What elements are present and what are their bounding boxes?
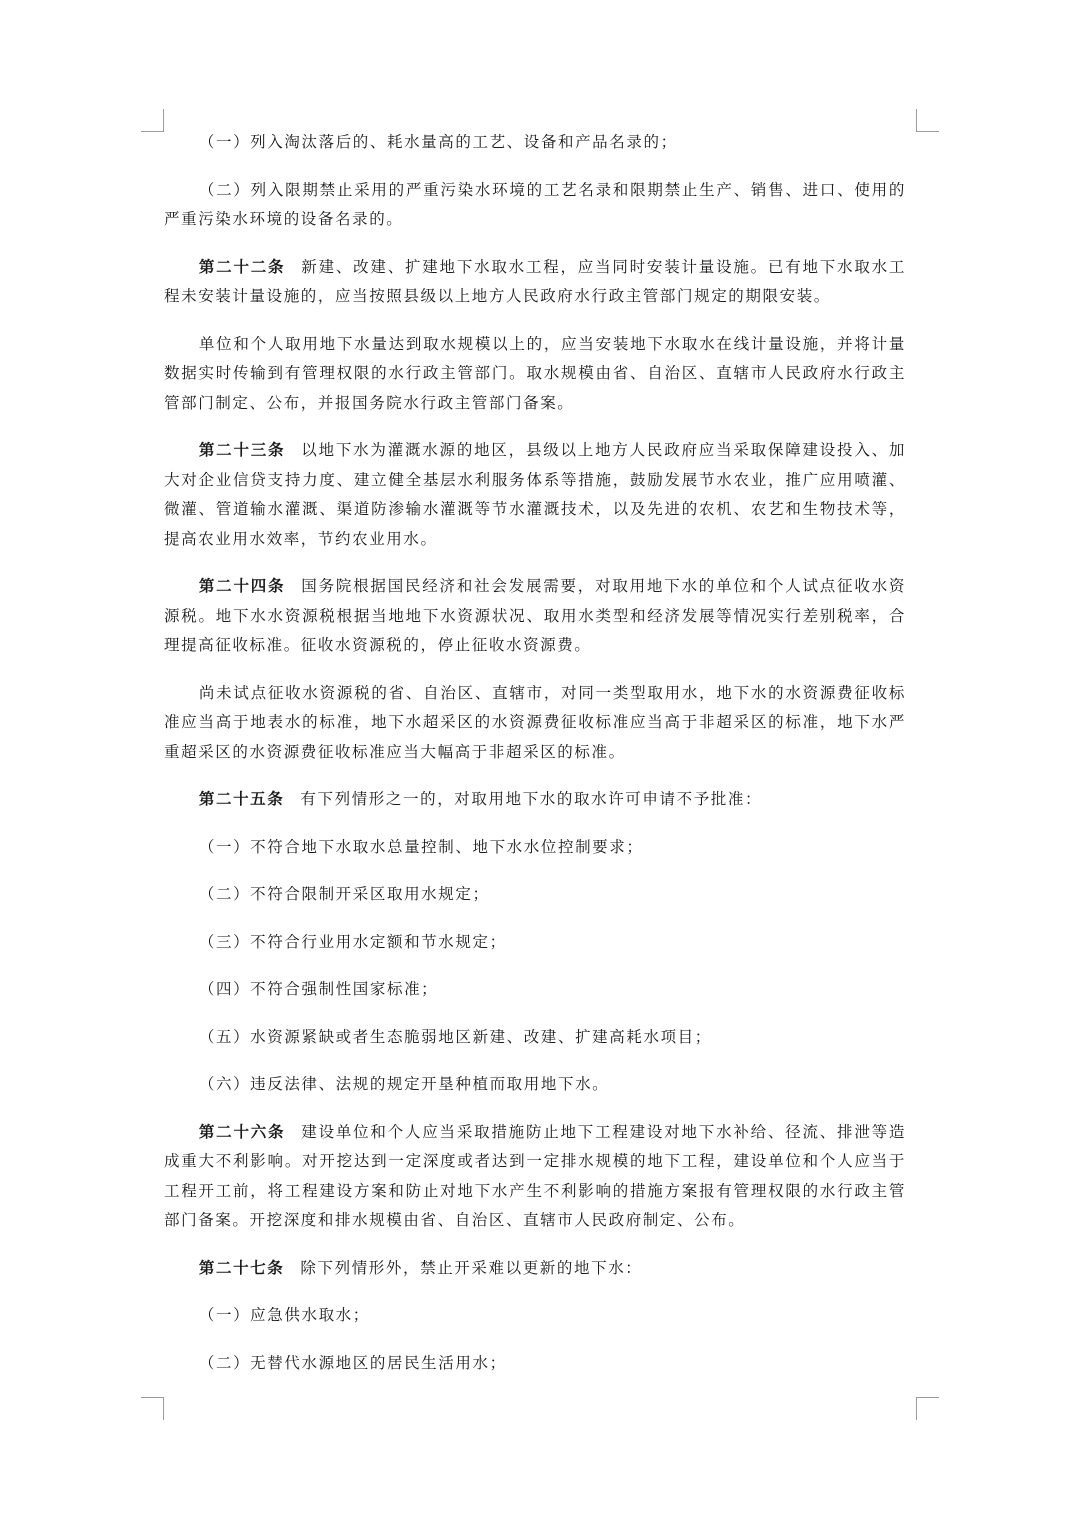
paragraph-text: 单位和个人取用地下水量达到取水规模以上的，应当安装地下水取水在线计量设施，并将计量数据实时传输到有管理权限的水行政主管部门。取水规模由省、自治区、直辖市人民政府水行政主管部门制定、公布，并报国务院水行政主管部门备案。 bbox=[164, 334, 906, 412]
paragraph-text: 有下列情形之一的，对取用地下水的取水许可申请不予批准： bbox=[300, 790, 763, 808]
article-22 bbox=[164, 253, 906, 312]
article-25 bbox=[164, 785, 906, 815]
paragraph-2 bbox=[164, 176, 906, 235]
article-26 bbox=[164, 1118, 906, 1236]
paragraph-text: （二）不符合限制开采区取用水规定； bbox=[198, 885, 490, 903]
paragraph-text: （二）列入限期禁止采用的严重污染水环境的工艺名录和限期禁止生产、销售、进口、使用的严重污染水环境的设备名录的。 bbox=[164, 180, 906, 228]
paragraph-text: 除下列情形外，禁止开采难以更新的地下水： bbox=[300, 1258, 643, 1277]
paragraph-text: 以地下水为灌溉水源的地区，县级以上地方人民政府应当采取保障建设投入、加大对企业信贷支持力度、建立健全基层水利服务体系等措施，鼓励发展节水农业，推广应用喷灌、微灌、管道输水灌溉、渠道防渗输水灌溉等节水灌溉技术，以及先进的农机、农艺和生物技术等，提高农业用水效率，节约农业用水。 bbox=[164, 441, 906, 548]
paragraph-text: （六）违反法律、法规的规定开垦种植而取用地下水。 bbox=[198, 1075, 610, 1093]
crop-mark-top-left bbox=[141, 109, 164, 132]
article-27 bbox=[164, 1254, 906, 1284]
paragraph-text: 新建、改建、扩建地下水取水工程，应当同时安装计量设施。已有地下水取水工程未安装计量设施的，应当按照县级以上地方人民政府水行政主管部门规定的期限安装。 bbox=[164, 257, 906, 305]
paragraph-4 bbox=[164, 330, 906, 419]
paragraph-text: （五）水资源紧缺或者生态脆弱地区新建、改建、扩建高耗水项目； bbox=[198, 1027, 712, 1046]
paragraph-text: （三）不符合行业用水定额和节水规定； bbox=[198, 932, 507, 951]
paragraph-12 bbox=[164, 975, 906, 1005]
document-body bbox=[164, 128, 906, 1396]
crop-mark-top-right bbox=[916, 109, 939, 132]
article-heading: 第二十四条 bbox=[198, 577, 286, 595]
paragraph-text: （一）不符合地下水取水总量控制、地下水水位控制要求； bbox=[198, 837, 644, 856]
paragraph-text: 建设单位和个人应当采取措施防止地下工程建设对地下水补给、径流、排泄等造成重大不利影响。对开挖达到一定深度或者达到一定排水规模的地下工程，建设单位和个人应当于工程开工前，将工程建设方案和防止对地下水产生不利影响的措施方案报有管理权限的水行政主管部门备案。开挖深度和排水规模由省、自治区、直辖市人民政府制定、公布。 bbox=[164, 1122, 906, 1229]
paragraph-14 bbox=[164, 1070, 906, 1100]
paragraph-text: 国务院根据国民经济和社会发展需要，对取用地下水的单位和个人试点征收水资源税。地下水水资源税根据当地地下水资源状况、取用水类型和经济发展等情况实行差别税率，合理提高征收标准。征收水资源税的，停止征收水资源费。 bbox=[164, 577, 906, 654]
crop-mark-bottom-left bbox=[141, 1397, 164, 1420]
paragraph-13 bbox=[164, 1023, 906, 1053]
paragraph-9 bbox=[164, 833, 906, 863]
article-heading: 第二十五条 bbox=[198, 790, 285, 808]
paragraph-10 bbox=[164, 880, 906, 910]
paragraph-text: （一）应急供水取水； bbox=[198, 1306, 370, 1324]
paragraph-text: 尚未试点征收水资源税的省、自治区、直辖市，对同一类型取用水，地下水的水资源费征收标准应当高于地表水的标准，地下水超采区的水资源费征收标准应当高于非超采区的标准，地下水严重超采区的水资源费征收标准应当大幅高于非超采区的标准。 bbox=[164, 683, 906, 761]
article-heading: 第二十三条 bbox=[198, 441, 286, 459]
paragraph-1 bbox=[164, 128, 906, 158]
article-heading: 第二十六条 bbox=[198, 1122, 286, 1141]
paragraph-text: （四）不符合强制性国家标准； bbox=[198, 980, 439, 998]
crop-mark-bottom-right bbox=[916, 1397, 939, 1420]
paragraph-11 bbox=[164, 928, 906, 958]
paragraph-18 bbox=[164, 1349, 906, 1379]
paragraph-7 bbox=[164, 679, 906, 768]
article-heading: 第二十二条 bbox=[198, 257, 286, 276]
paragraph-text: （一）列入淘汰落后的、耗水量高的工艺、设备和产品名录的； bbox=[198, 133, 678, 151]
paragraph-17 bbox=[164, 1301, 906, 1331]
article-23 bbox=[164, 436, 906, 554]
article-24 bbox=[164, 572, 906, 661]
paragraph-text: （二）无替代水源地区的居民生活用水； bbox=[198, 1353, 507, 1372]
article-heading: 第二十七条 bbox=[198, 1258, 285, 1277]
